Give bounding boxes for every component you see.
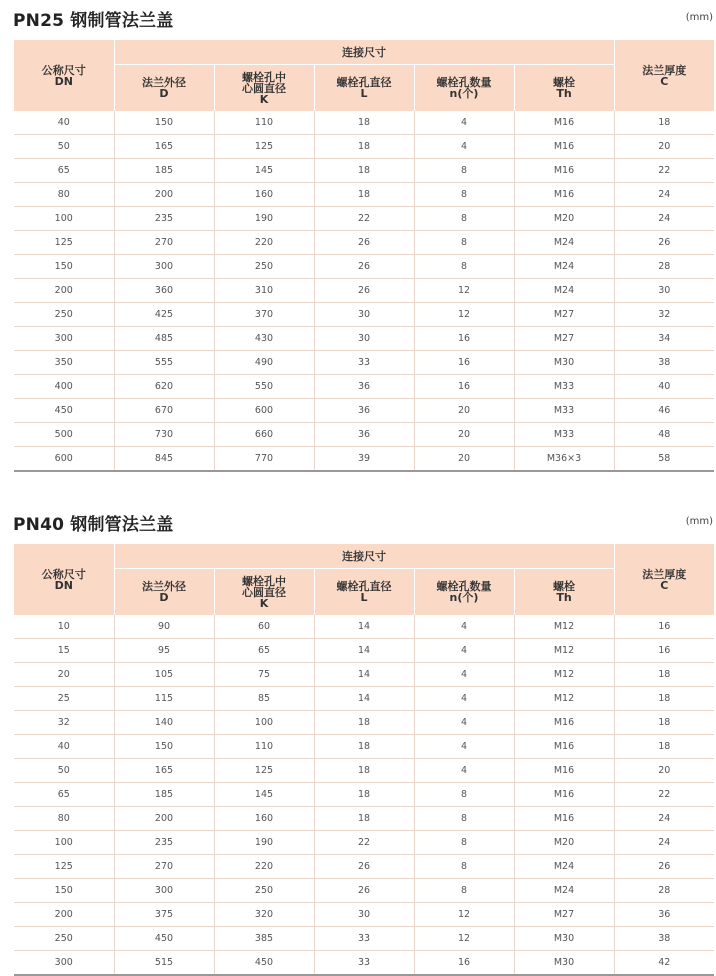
cell-n: 4	[414, 687, 514, 711]
cell-d: 150	[114, 111, 214, 135]
cell-th: M16	[514, 111, 614, 135]
cell-dn: 40	[14, 735, 114, 759]
cell-dn: 300	[14, 951, 114, 976]
cell-n: 8	[414, 255, 514, 279]
cell-d: 150	[114, 735, 214, 759]
table-row	[14, 303, 714, 327]
cell-k: 550	[214, 375, 314, 399]
cell-k: 145	[214, 783, 314, 807]
pn40-title: PN40 钢制管法兰盖	[13, 515, 174, 535]
cell-dn: 600	[14, 447, 114, 472]
cell-n: 16	[414, 375, 514, 399]
cell-th: M24	[514, 855, 614, 879]
cell-d: 235	[114, 831, 214, 855]
cell-th: M33	[514, 375, 614, 399]
cell-l: 18	[314, 111, 414, 135]
cell-th: M16	[514, 159, 614, 183]
cell-c: 42	[614, 951, 714, 976]
cell-dn: 150	[14, 255, 114, 279]
cell-k: 600	[214, 399, 314, 423]
cell-l: 30	[314, 327, 414, 351]
cell-n: 4	[414, 135, 514, 159]
cell-th: M12	[514, 639, 614, 663]
cell-l: 18	[314, 735, 414, 759]
cell-n: 12	[414, 303, 514, 327]
cell-dn: 80	[14, 807, 114, 831]
cell-l: 18	[314, 759, 414, 783]
table-row	[14, 783, 714, 807]
cell-c: 38	[614, 927, 714, 951]
cell-l: 33	[314, 951, 414, 976]
cell-th: M16	[514, 183, 614, 207]
cell-d: 425	[114, 303, 214, 327]
cell-th: M16	[514, 135, 614, 159]
cell-k: 220	[214, 231, 314, 255]
cell-c: 46	[614, 399, 714, 423]
cell-c: 20	[614, 759, 714, 783]
cell-th: M16	[514, 807, 614, 831]
header-k: 螺栓孔中 心圆直径 K	[214, 569, 314, 616]
table-row	[14, 903, 714, 927]
cell-th: M20	[514, 207, 614, 231]
cell-k: 125	[214, 759, 314, 783]
table-row	[14, 327, 714, 351]
cell-n: 16	[414, 327, 514, 351]
cell-c: 24	[614, 831, 714, 855]
cell-c: 18	[614, 711, 714, 735]
pn40-body	[14, 615, 714, 975]
cell-th: M24	[514, 255, 614, 279]
cell-d: 270	[114, 855, 214, 879]
cell-th: M33	[514, 399, 614, 423]
cell-th: M27	[514, 327, 614, 351]
cell-l: 18	[314, 135, 414, 159]
cell-dn: 65	[14, 159, 114, 183]
header-dn: 公称尺寸 DN	[14, 544, 114, 615]
cell-l: 18	[314, 183, 414, 207]
header-l: 螺栓孔直径 L	[314, 65, 414, 112]
table-row	[14, 159, 714, 183]
cell-l: 18	[314, 807, 414, 831]
cell-c: 28	[614, 255, 714, 279]
cell-n: 20	[414, 399, 514, 423]
cell-k: 490	[214, 351, 314, 375]
cell-c: 24	[614, 183, 714, 207]
cell-d: 515	[114, 951, 214, 976]
cell-c: 16	[614, 615, 714, 639]
cell-k: 310	[214, 279, 314, 303]
cell-l: 36	[314, 423, 414, 447]
cell-l: 14	[314, 615, 414, 639]
cell-d: 140	[114, 711, 214, 735]
cell-n: 8	[414, 783, 514, 807]
cell-n: 4	[414, 711, 514, 735]
pn40-unit: (mm)	[685, 516, 713, 527]
cell-d: 670	[114, 399, 214, 423]
cell-n: 8	[414, 807, 514, 831]
table-row	[14, 615, 714, 639]
cell-k: 85	[214, 687, 314, 711]
cell-n: 8	[414, 207, 514, 231]
cell-th: M16	[514, 735, 614, 759]
cell-n: 8	[414, 879, 514, 903]
cell-th: M27	[514, 903, 614, 927]
cell-l: 26	[314, 279, 414, 303]
cell-dn: 25	[14, 687, 114, 711]
cell-d: 185	[114, 159, 214, 183]
header-th: 螺栓 Th	[514, 65, 614, 112]
cell-k: 65	[214, 639, 314, 663]
cell-n: 16	[414, 351, 514, 375]
cell-dn: 32	[14, 711, 114, 735]
cell-c: 38	[614, 351, 714, 375]
cell-k: 660	[214, 423, 314, 447]
cell-d: 300	[114, 255, 214, 279]
cell-d: 270	[114, 231, 214, 255]
cell-k: 190	[214, 207, 314, 231]
cell-l: 36	[314, 375, 414, 399]
table-row	[14, 807, 714, 831]
cell-l: 39	[314, 447, 414, 472]
pn25-title: PN25 钢制管法兰盖	[13, 11, 174, 31]
cell-d: 105	[114, 663, 214, 687]
cell-k: 160	[214, 183, 314, 207]
cell-c: 16	[614, 639, 714, 663]
cell-c: 26	[614, 231, 714, 255]
cell-k: 110	[214, 735, 314, 759]
cell-d: 300	[114, 879, 214, 903]
cell-n: 4	[414, 759, 514, 783]
cell-dn: 125	[14, 855, 114, 879]
cell-n: 20	[414, 423, 514, 447]
table-row	[14, 711, 714, 735]
cell-d: 165	[114, 759, 214, 783]
cell-dn: 200	[14, 279, 114, 303]
cell-k: 320	[214, 903, 314, 927]
cell-c: 18	[614, 735, 714, 759]
cell-l: 18	[314, 783, 414, 807]
cell-c: 58	[614, 447, 714, 472]
table-row	[14, 135, 714, 159]
table-row	[14, 687, 714, 711]
cell-k: 75	[214, 663, 314, 687]
cell-d: 90	[114, 615, 214, 639]
cell-n: 12	[414, 927, 514, 951]
cell-dn: 100	[14, 831, 114, 855]
cell-d: 200	[114, 183, 214, 207]
table-row	[14, 375, 714, 399]
cell-d: 235	[114, 207, 214, 231]
cell-th: M12	[514, 687, 614, 711]
cell-dn: 450	[14, 399, 114, 423]
header-dn: 公称尺寸 DN	[14, 40, 114, 111]
cell-k: 190	[214, 831, 314, 855]
cell-l: 18	[314, 159, 414, 183]
cell-c: 26	[614, 855, 714, 879]
cell-c: 48	[614, 423, 714, 447]
cell-l: 26	[314, 879, 414, 903]
cell-dn: 150	[14, 879, 114, 903]
header-n: 螺栓孔数量 n(个)	[414, 65, 514, 112]
cell-th: M27	[514, 303, 614, 327]
cell-th: M30	[514, 351, 614, 375]
cell-d: 115	[114, 687, 214, 711]
cell-l: 30	[314, 303, 414, 327]
cell-n: 20	[414, 447, 514, 472]
cell-l: 14	[314, 687, 414, 711]
cell-dn: 400	[14, 375, 114, 399]
cell-dn: 250	[14, 927, 114, 951]
header-connect: 连接尺寸	[114, 544, 614, 569]
cell-th: M33	[514, 423, 614, 447]
cell-c: 40	[614, 375, 714, 399]
cell-dn: 10	[14, 615, 114, 639]
cell-dn: 200	[14, 903, 114, 927]
cell-n: 16	[414, 951, 514, 976]
cell-l: 22	[314, 207, 414, 231]
cell-dn: 100	[14, 207, 114, 231]
header-th: 螺栓 Th	[514, 569, 614, 616]
table-row	[14, 663, 714, 687]
cell-d: 360	[114, 279, 214, 303]
table-row	[14, 279, 714, 303]
header-c: 法兰厚度 C	[614, 544, 714, 615]
cell-n: 12	[414, 903, 514, 927]
table-row	[14, 207, 714, 231]
header-n: 螺栓孔数量 n(个)	[414, 569, 514, 616]
cell-k: 160	[214, 807, 314, 831]
cell-l: 36	[314, 399, 414, 423]
cell-k: 145	[214, 159, 314, 183]
table-row	[14, 111, 714, 135]
table-row	[14, 759, 714, 783]
cell-k: 100	[214, 711, 314, 735]
cell-c: 24	[614, 807, 714, 831]
cell-l: 18	[314, 711, 414, 735]
cell-n: 4	[414, 615, 514, 639]
cell-dn: 50	[14, 135, 114, 159]
header-d: 法兰外径 D	[114, 569, 214, 616]
cell-l: 30	[314, 903, 414, 927]
table-row	[14, 927, 714, 951]
cell-c: 18	[614, 687, 714, 711]
cell-k: 220	[214, 855, 314, 879]
header-d: 法兰外径 D	[114, 65, 214, 112]
cell-k: 250	[214, 879, 314, 903]
table-row	[14, 399, 714, 423]
cell-n: 4	[414, 639, 514, 663]
pn40-table	[14, 544, 714, 976]
cell-n: 4	[414, 663, 514, 687]
table-row	[14, 255, 714, 279]
cell-n: 8	[414, 159, 514, 183]
cell-n: 8	[414, 855, 514, 879]
cell-d: 200	[114, 807, 214, 831]
cell-k: 770	[214, 447, 314, 472]
cell-c: 30	[614, 279, 714, 303]
cell-c: 22	[614, 159, 714, 183]
table-row	[14, 879, 714, 903]
cell-c: 22	[614, 783, 714, 807]
cell-c: 18	[614, 663, 714, 687]
table-row	[14, 855, 714, 879]
cell-k: 385	[214, 927, 314, 951]
cell-l: 26	[314, 255, 414, 279]
cell-dn: 500	[14, 423, 114, 447]
cell-dn: 50	[14, 759, 114, 783]
cell-d: 485	[114, 327, 214, 351]
cell-dn: 125	[14, 231, 114, 255]
cell-d: 450	[114, 927, 214, 951]
cell-c: 28	[614, 879, 714, 903]
table-row	[14, 351, 714, 375]
cell-l: 33	[314, 351, 414, 375]
table-row	[14, 231, 714, 255]
header-c: 法兰厚度 C	[614, 40, 714, 111]
cell-d: 95	[114, 639, 214, 663]
cell-n: 4	[414, 111, 514, 135]
cell-d: 375	[114, 903, 214, 927]
cell-n: 4	[414, 735, 514, 759]
cell-k: 110	[214, 111, 314, 135]
cell-th: M16	[514, 759, 614, 783]
cell-k: 250	[214, 255, 314, 279]
pn25-table	[14, 40, 714, 472]
cell-n: 12	[414, 279, 514, 303]
cell-dn: 350	[14, 351, 114, 375]
table-row	[14, 423, 714, 447]
cell-k: 450	[214, 951, 314, 976]
cell-n: 8	[414, 183, 514, 207]
cell-dn: 80	[14, 183, 114, 207]
pn25-body	[14, 111, 714, 471]
cell-n: 8	[414, 831, 514, 855]
cell-d: 555	[114, 351, 214, 375]
cell-d: 845	[114, 447, 214, 472]
table-row	[14, 735, 714, 759]
cell-n: 8	[414, 231, 514, 255]
cell-th: M16	[514, 783, 614, 807]
cell-th: M24	[514, 879, 614, 903]
table-row	[14, 831, 714, 855]
cell-l: 22	[314, 831, 414, 855]
cell-c: 20	[614, 135, 714, 159]
cell-dn: 250	[14, 303, 114, 327]
cell-c: 34	[614, 327, 714, 351]
cell-dn: 20	[14, 663, 114, 687]
header-l: 螺栓孔直径 L	[314, 569, 414, 616]
cell-th: M20	[514, 831, 614, 855]
cell-th: M30	[514, 927, 614, 951]
header-connect: 连接尺寸	[114, 40, 614, 65]
cell-th: M30	[514, 951, 614, 976]
cell-d: 620	[114, 375, 214, 399]
cell-dn: 15	[14, 639, 114, 663]
table-row	[14, 951, 714, 976]
cell-c: 36	[614, 903, 714, 927]
table-row	[14, 447, 714, 472]
cell-k: 370	[214, 303, 314, 327]
cell-d: 730	[114, 423, 214, 447]
cell-k: 60	[214, 615, 314, 639]
cell-th: M24	[514, 279, 614, 303]
cell-c: 24	[614, 207, 714, 231]
cell-th: M12	[514, 663, 614, 687]
cell-l: 26	[314, 231, 414, 255]
table-row	[14, 183, 714, 207]
cell-th: M36×3	[514, 447, 614, 472]
cell-l: 26	[314, 855, 414, 879]
table-row	[14, 639, 714, 663]
pn25-unit: (mm)	[685, 12, 713, 23]
cell-c: 32	[614, 303, 714, 327]
cell-dn: 65	[14, 783, 114, 807]
cell-th: M16	[514, 711, 614, 735]
cell-c: 18	[614, 111, 714, 135]
cell-k: 125	[214, 135, 314, 159]
cell-l: 14	[314, 663, 414, 687]
cell-th: M24	[514, 231, 614, 255]
cell-dn: 300	[14, 327, 114, 351]
cell-dn: 40	[14, 111, 114, 135]
cell-th: M12	[514, 615, 614, 639]
header-k: 螺栓孔中 心圆直径 K	[214, 65, 314, 112]
cell-l: 33	[314, 927, 414, 951]
cell-d: 185	[114, 783, 214, 807]
cell-l: 14	[314, 639, 414, 663]
cell-d: 165	[114, 135, 214, 159]
cell-k: 430	[214, 327, 314, 351]
